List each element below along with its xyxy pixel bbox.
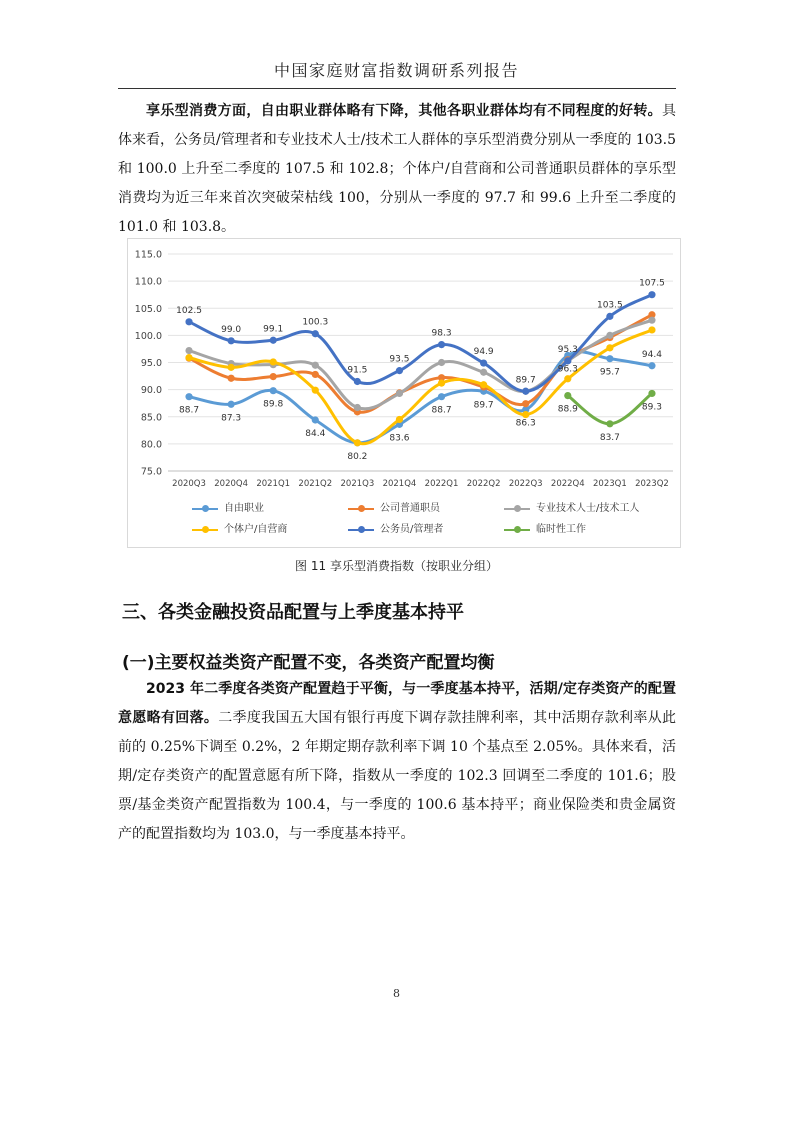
data-point	[185, 354, 192, 361]
data-point	[438, 341, 445, 348]
data-label: 100.3	[302, 317, 329, 328]
x-tick-label: 2023Q2	[635, 479, 669, 489]
data-label: 107.5	[639, 278, 665, 289]
legend-marker	[514, 526, 521, 533]
data-point	[606, 344, 613, 351]
x-tick-label: 2020Q3	[172, 479, 206, 489]
data-point	[648, 291, 655, 298]
data-label: 89.3	[641, 402, 662, 413]
data-point	[480, 369, 487, 376]
report-header-title: 中国家庭财富指数调研系列报告	[273, 61, 519, 80]
data-label: 89.8	[263, 399, 284, 410]
data-point	[396, 416, 403, 423]
y-tick-label: 75.0	[140, 466, 162, 478]
y-tick-label: 110.0	[134, 276, 162, 288]
series-line	[189, 317, 652, 409]
data-point	[648, 317, 655, 324]
data-point	[606, 332, 613, 339]
data-label: 99.0	[221, 324, 242, 335]
legend-marker	[358, 526, 365, 533]
y-tick-label: 80.0	[140, 439, 162, 451]
x-tick-label: 2021Q2	[298, 479, 333, 489]
data-point	[606, 313, 613, 320]
y-tick-label: 85.0	[140, 412, 162, 424]
data-point	[564, 375, 571, 382]
legend-marker	[514, 505, 521, 512]
data-label: 88.7	[179, 405, 200, 416]
x-tick-label: 2021Q1	[256, 479, 291, 489]
data-point	[270, 337, 277, 344]
data-label: 102.5	[176, 305, 202, 316]
data-label: 80.2	[347, 451, 368, 462]
legend-marker	[358, 505, 365, 512]
data-point	[438, 380, 445, 387]
legend-label: 公司普通职员	[380, 503, 440, 514]
subsection-heading: (一)主要权益类资产配置不变，各类资产配置均衡	[122, 653, 495, 673]
header-divider	[118, 88, 676, 89]
data-point	[228, 337, 235, 344]
x-tick-label: 2023Q1	[593, 479, 627, 489]
paragraph-consumption-lead: 享乐型消费方面，自由职业群体略有下降，其他各职业群体均有不同程度的好转。	[146, 103, 662, 119]
data-point	[312, 416, 319, 423]
x-tick-label: 2022Q1	[424, 479, 459, 489]
data-label: 96.3	[557, 364, 578, 375]
paragraph-asset-allocation	[118, 675, 676, 849]
data-label: 88.7	[431, 405, 452, 416]
y-tick-label: 115.0	[134, 249, 162, 261]
data-point	[564, 392, 571, 399]
paragraph-consumption-body: 具体来看，公务员/管理者和专业技术人士/技术工人群体的享乐型消费分别从一季度的 103.5 和 100.0 上升至二季度的 107.5 和 102.8；个体户/自营商和公司普通职员群体的享乐型消费均为近三年来首次突破荣枯线 100，分别从一季度的 97.7 和 99.6 上升至二季度的 101.0 和 103.8。	[118, 103, 676, 235]
data-point	[270, 387, 277, 394]
data-point	[312, 362, 319, 369]
data-label: 88.9	[557, 404, 578, 415]
data-point	[480, 359, 487, 366]
data-point	[522, 388, 529, 395]
data-point	[648, 390, 655, 397]
data-point	[185, 393, 192, 400]
data-point	[312, 371, 319, 378]
data-label: 99.1	[263, 324, 284, 335]
data-label: 98.3	[431, 328, 452, 339]
data-label: 95.3	[557, 344, 578, 355]
data-point	[270, 358, 277, 365]
x-tick-label: 2022Q4	[550, 479, 585, 489]
data-point	[606, 355, 613, 362]
x-tick-label: 2021Q3	[340, 479, 375, 489]
data-label: 83.7	[599, 432, 620, 443]
data-label: 89.7	[515, 375, 536, 386]
x-tick-label: 2020Q4	[214, 479, 248, 489]
data-point	[438, 393, 445, 400]
data-point	[228, 401, 235, 408]
x-tick-label: 2021Q4	[382, 479, 417, 489]
legend-label: 公务员/管理者	[380, 524, 444, 535]
data-label: 94.9	[473, 347, 494, 358]
legend-marker	[202, 526, 209, 533]
data-label: 95.7	[599, 367, 620, 378]
data-point	[354, 404, 361, 411]
data-point	[354, 439, 361, 446]
data-point	[480, 381, 487, 388]
data-point	[228, 375, 235, 382]
data-point	[312, 387, 319, 394]
section-heading: 三、各类金融投资品配置与上季度基本持平	[122, 602, 464, 623]
data-point	[185, 347, 192, 354]
data-point	[228, 364, 235, 371]
data-point	[522, 411, 529, 418]
data-point	[396, 367, 403, 374]
data-point	[396, 390, 403, 397]
paragraph-consumption	[118, 97, 676, 242]
legend-label: 临时性工作	[536, 524, 586, 535]
data-point	[354, 378, 361, 385]
y-tick-label: 95.0	[140, 358, 162, 369]
paragraph-asset-lead: 2023 年二季度各类资产配置趋于平衡，与一季度基本持平，活期/定存类资产的配置意愿略有回落。	[118, 681, 676, 726]
data-label: 91.5	[347, 365, 368, 376]
data-label: 87.3	[221, 413, 242, 424]
data-point	[438, 359, 445, 366]
y-tick-label: 90.0	[140, 385, 162, 397]
data-label: 93.5	[389, 354, 410, 365]
data-label: 84.4	[305, 429, 326, 440]
legend-label: 自由职业	[224, 503, 264, 514]
data-point	[606, 420, 613, 427]
x-tick-label: 2022Q3	[508, 479, 543, 489]
legend-marker	[202, 505, 209, 512]
data-label: 86.3	[515, 418, 536, 429]
data-label: 89.7	[473, 400, 494, 411]
legend-label: 个体户/自营商	[224, 524, 288, 535]
data-label: 83.6	[389, 433, 410, 444]
y-tick-label: 100.0	[134, 330, 162, 342]
data-point	[270, 373, 277, 380]
data-label: 103.5	[596, 300, 623, 311]
legend-label: 专业技术人士/技术工人	[536, 503, 640, 514]
data-label: 94.4	[641, 349, 662, 360]
series-line	[568, 393, 652, 423]
figure-caption: 图 11 享乐型消费指数（按职业分组）	[295, 559, 498, 573]
page-number: 8	[393, 987, 400, 1000]
enjoyment-consumption-chart	[127, 238, 681, 548]
data-point	[312, 330, 319, 337]
data-point	[522, 400, 529, 407]
data-point	[564, 357, 571, 364]
data-point	[185, 318, 192, 325]
data-point	[648, 326, 655, 333]
x-tick-label: 2022Q2	[466, 479, 501, 489]
data-point	[648, 362, 655, 369]
y-tick-label: 105.0	[134, 303, 162, 315]
paragraph-asset-body: 二季度我国五大国有银行再度下调存款挂牌利率，其中活期存款利率从此前的 0.25%下调至 0.2%，2 年期定期存款利率下调 10 个基点至 2.05%。具体来看，活期/定存类资产的配置意愿有所下降，指数从一季度的 102.3 回调至二季度的 101.6；股票/基金类资产配置指数为 100.4，与一季度的 100.6 基本持平；商业保险类和贵金属资产的配置指数均为 103.0，与一季度基本持平。	[118, 710, 677, 842]
